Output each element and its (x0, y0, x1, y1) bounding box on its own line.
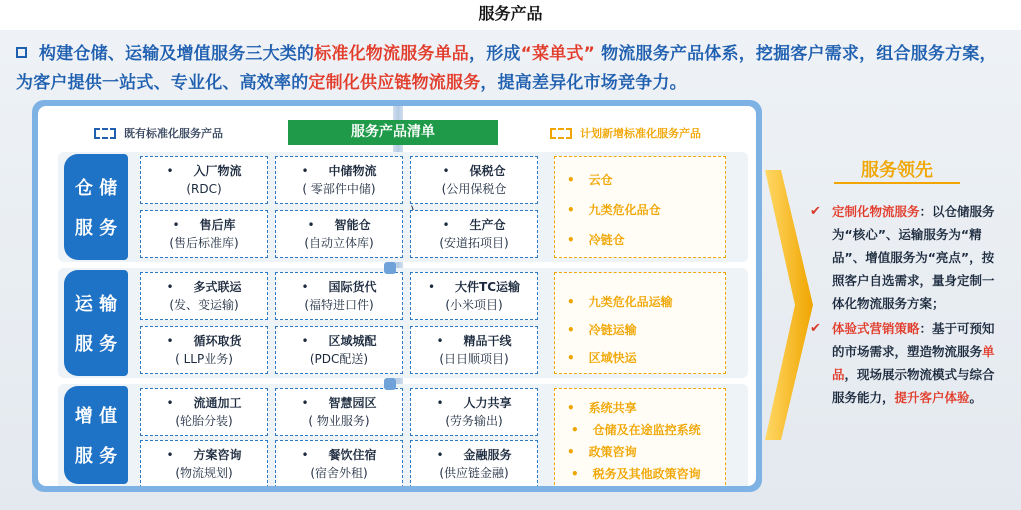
product-subtitle: (发、变运输) (169, 298, 239, 312)
lead-item-highlight: 单品 (832, 344, 995, 382)
checkmark-icon: ✔ (810, 204, 821, 219)
product-title: • 保税仓 (411, 162, 537, 180)
product-title: • 中储物流 (276, 162, 402, 180)
lead-item-heading: 体验式营销策略 (832, 321, 920, 336)
product-cell (275, 388, 403, 436)
category-label-bottom: 服 务 (74, 218, 118, 239)
document-title: 服务产品 (0, 0, 1021, 30)
category-label-top: 仓 储 (74, 178, 118, 199)
product-cell (140, 272, 268, 320)
legend-planned (550, 125, 701, 141)
product-title: • 精品干线 (411, 332, 537, 350)
product-title: • 金融服务 (411, 446, 537, 464)
lead-item-text: ，现场展示物流模式与综合服务能力， (832, 367, 995, 405)
product-title: • 人力共享 (411, 394, 537, 412)
product-subtitle: (安道拓项目) (439, 236, 509, 250)
section-transport (58, 268, 748, 378)
planned-item: • 区域快运 (567, 349, 637, 366)
product-title: • 生产仓 (411, 216, 537, 234)
planned-subitem (571, 465, 701, 482)
lead-item-experience (806, 317, 1002, 409)
product-subtitle: (日日顺项目) (439, 352, 509, 366)
lead-item-heading: 定制化物流服务 (832, 204, 920, 219)
planned-item: • 九类危化品运输 (567, 293, 673, 310)
product-title: • 智能仓 (276, 216, 402, 234)
product-subtitle: (供应链金融) (439, 466, 509, 480)
product-subtitle: ( 零部件中储) (302, 182, 376, 196)
product-cell (410, 272, 538, 320)
intro-paragraph (16, 40, 1011, 98)
checkmark-icon: ✔ (810, 321, 821, 336)
planned-item: • 政策咨询 (567, 443, 637, 460)
dashed-orange-box-icon (550, 128, 572, 139)
product-cell (140, 326, 268, 374)
lead-item-highlight: 提升客户体验 (894, 390, 970, 405)
book-ring (384, 262, 396, 274)
lead-title: 服务领先 (861, 160, 933, 181)
intro-text-4: ，提高差异化市场竞争力。 (480, 73, 687, 93)
product-cell (140, 210, 268, 258)
product-title: • 多式联运 (141, 278, 267, 296)
product-title: • 方案咨询 (141, 446, 267, 464)
lead-item-text: ：基于可预知的市场需求，塑造物流服务 (832, 321, 995, 359)
planned-item: • 系统共享 (567, 399, 637, 416)
square-bullet-icon (16, 47, 27, 58)
product-cell (140, 156, 268, 204)
category-label-bottom: 服 务 (74, 334, 118, 355)
product-title: • 售后库 (141, 216, 267, 234)
intro-text-2: ，形成 (469, 44, 521, 64)
category-label-value-added (64, 386, 128, 484)
product-title: • 智慧园区 (276, 394, 402, 412)
planned-products-value-added (554, 388, 726, 486)
category-label-storage (64, 154, 128, 260)
planned-item: • 九类危化品仓 (567, 201, 661, 218)
product-cell (275, 156, 403, 204)
product-cell (410, 156, 538, 204)
intro-text-1: 构建仓储、运输及增值服务三大类的 (39, 44, 315, 64)
planned-products-storage (554, 156, 726, 258)
legend-existing (94, 125, 223, 141)
product-subtitle: (自动立体库) (304, 236, 374, 250)
planned-subitem-text: 仓储及在途监控系统 (592, 423, 701, 437)
product-subtitle: (PDC配送) (309, 352, 369, 366)
product-cell (410, 440, 538, 486)
product-subtitle: (劳务输出) (445, 414, 503, 428)
book-ring (384, 378, 396, 390)
product-title: • 国际货代 (276, 278, 402, 296)
book-page (38, 106, 756, 486)
planned-item: • 云仓 (567, 171, 613, 188)
product-cell (410, 388, 538, 436)
planned-subitem-text: 税务及其他政策咨询 (592, 467, 701, 481)
product-subtitle: (轮胎分装) (175, 414, 233, 428)
product-cell (275, 440, 403, 486)
planned-products-transport (554, 272, 726, 374)
intro-text-3: 物流服务产品体系，挖掘客户需求，组合服务方案，为客户提供一站式、专业化、高效率的 (16, 44, 997, 93)
intro-highlight-2: “菜单式” (520, 44, 595, 64)
lead-item-custom (806, 200, 1002, 315)
lead-body (806, 200, 1002, 411)
dashed-blue-box-icon (94, 128, 116, 139)
category-label-top: 增 值 (74, 406, 118, 427)
product-title: • 循环取货 (141, 332, 267, 350)
product-cell (275, 272, 403, 320)
product-title: • 区域城配 (276, 332, 402, 350)
product-subtitle: (宿舍外租) (310, 466, 368, 480)
product-title: • 入厂物流 (141, 162, 267, 180)
section-storage (58, 152, 748, 262)
intro-highlight-1: 标准化物流服务单品 (314, 44, 470, 64)
planned-item: • 冷链运输 (567, 321, 637, 338)
product-subtitle: ( 物业服务) (308, 414, 370, 428)
category-label-transport (64, 270, 128, 376)
product-subtitle: ( LLP业务) (175, 352, 233, 366)
product-cell (275, 326, 403, 374)
category-label-top: 运 输 (74, 294, 118, 315)
slide (0, 30, 1021, 510)
product-cell (410, 326, 538, 374)
product-title: • 大件TC运输 (411, 278, 537, 296)
lead-item-text: 。 (969, 390, 983, 405)
product-cell (140, 440, 268, 486)
planned-item: • 冷链仓 (567, 231, 625, 248)
product-subtitle: (RDC) (186, 182, 222, 196)
service-menu-book (32, 100, 762, 492)
product-subtitle: (售后标准库) (169, 236, 239, 250)
product-subtitle: (福特进口件) (304, 298, 374, 312)
legend-existing-label: 既有标准化服务产品 (124, 127, 223, 140)
product-subtitle: (公用保税仓 (441, 182, 507, 196)
intro-highlight-3: 定制化供应链物流服务 (308, 73, 481, 93)
product-cell (410, 210, 538, 258)
product-subtitle: (物流规划) (175, 466, 233, 480)
product-title: • 餐饮住宿 (276, 446, 402, 464)
category-label-bottom: 服 务 (74, 446, 118, 467)
product-cell (275, 210, 403, 258)
product-subtitle: (小米项目) (445, 298, 503, 312)
list-title: 服务产品清单 (288, 120, 498, 145)
legend-planned-label: 计划新增标准化服务产品 (580, 127, 701, 140)
product-cell (140, 388, 268, 436)
lead-underline (834, 182, 960, 184)
section-value-added (58, 384, 748, 486)
planned-subitem (571, 421, 701, 438)
lead-item-text: ：以仓储服务为“核心”、运输服务为“精品”、增值服务为“亮点”，按照客户自选需求，量身定制一体化物流服务方案； (832, 204, 995, 311)
product-title: • 流通加工 (141, 394, 267, 412)
